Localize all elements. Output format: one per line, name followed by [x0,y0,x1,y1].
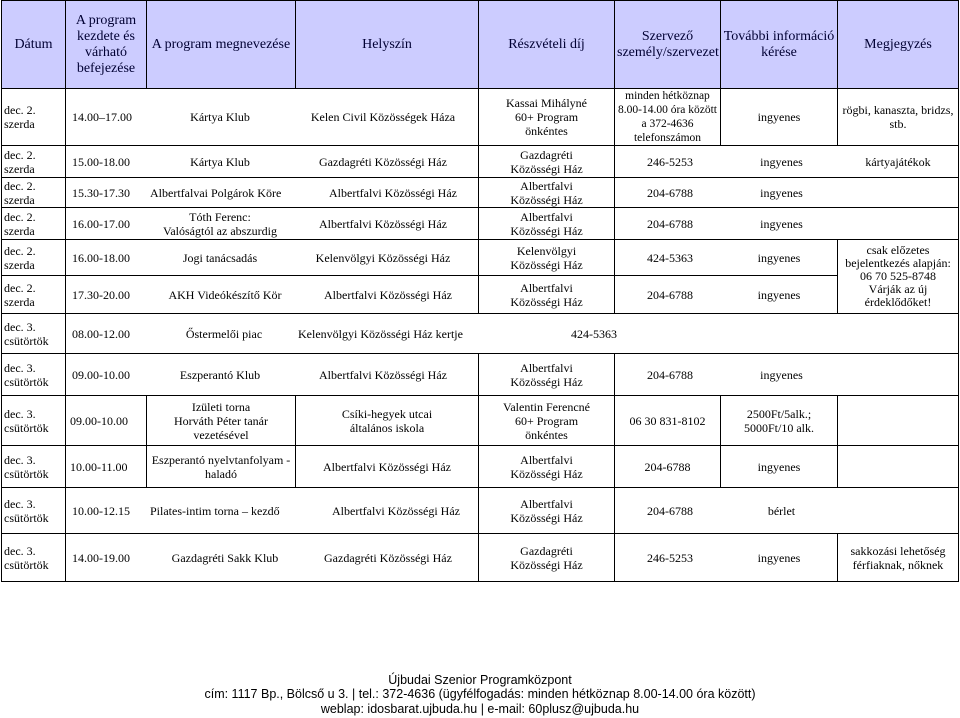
weekday-text: csütörtök [4,333,49,348]
fee-line: Közösségi Ház [510,557,583,572]
date-cell [2,276,66,314]
fee-line: Közösségi Ház [510,192,583,207]
contact-cell [615,534,838,582]
name-line: Valóságtól az abszurdig [163,223,277,238]
notes-cell [838,240,959,314]
phone-text: 204-6788 [647,185,693,200]
time-text: 09.00-10.00 [72,367,130,382]
program-cell [66,354,479,396]
header-date: Dátum [2,1,66,89]
fee-cell [479,354,615,396]
date-text: dec. 2. [4,280,36,295]
weekday-text: szerda [4,192,35,207]
fee-line: Közösségi Ház [510,466,583,481]
program-name-text: Gazdagréti Sakk Klub [171,550,279,565]
org-line: minden hétköznap [625,90,710,102]
fee-cell [479,446,615,488]
time-text: 17.30-20.00 [72,287,130,302]
info-text: ingyenes [760,216,803,231]
program-cell [66,534,479,582]
header-organizer: Szervező személy/szervezet [615,1,721,89]
notes-cell [838,446,959,488]
organizer-cell: 06 30 831-8102 [615,396,721,446]
time-text: 16.00-18.00 [72,250,130,265]
date-text: dec. 2. [4,209,36,224]
name-line: vezetésével [193,427,249,442]
date-cell [2,89,66,146]
date-text: dec. 3. [4,406,36,421]
weekday-text: szerda [4,117,35,131]
fee-line: Közösségi Ház [510,374,583,389]
location-line: Csíki-hegyek utcai [341,406,433,421]
fee-line: Közösségi Ház [510,223,583,238]
fee-line: Kelenvölgyi [516,243,577,258]
table-row [2,276,959,314]
date-text: dec. 2. [4,178,36,193]
org-line: a 372-4636 [641,118,694,130]
note-line: csak előzetes [866,243,930,257]
org-line: 8.00-14.00 óra között [617,104,717,116]
weekday-text: csütörtök [4,510,49,525]
fee-cell [479,488,615,534]
info-cell: ingyenes [721,89,838,146]
info-line: 5000Ft/10 alk. [743,420,814,435]
org-line: telefonszámon [633,132,702,144]
footer-org-name: Újbudai Szenior Programközpont [388,673,572,687]
time-text: 15.00-18.00 [72,154,130,169]
date-cell [2,488,66,534]
contact-cell [615,354,959,396]
organizer-cell: 204-6788 [615,446,721,488]
note-line: 06 70 525-8748 [860,269,936,283]
phone-text: 424-5363 [571,326,617,341]
note-line: férfiaknak, nőknek [852,557,944,572]
location-text: Kelenvölgyi Közösségi Ház kertje [298,326,463,341]
date-cell [2,314,66,354]
date-text: dec. 2. [4,243,36,258]
table-row [2,240,959,276]
info-text: ingyenes [757,550,801,565]
table-row [2,534,959,582]
fee-line: Kassai Mihályné [506,96,587,110]
location-text: Gazdagréti Közösségi Ház [319,154,447,169]
program-name-cell [147,396,296,446]
fee-cell [479,276,615,314]
header-program-name: A program megnevezése [147,1,296,89]
location-cell: Albertfalvi Közösségi Ház [296,446,479,488]
date-text: dec. 2. [4,103,36,117]
notes-cell [838,89,959,146]
fee-line: Albertfalvi [520,496,573,511]
location-line: általános iskola [349,420,425,435]
program-name-text: Jogi tanácsadás [182,250,258,265]
fee-line: Közösségi Ház [510,510,583,525]
note-line: sakkozási lehetőség [850,543,946,558]
date-cell [2,354,66,396]
table-row [2,146,959,178]
note-line: Várják az új [868,282,928,296]
program-name-text: Pilates-intim torna – kezdő [150,503,280,518]
program-cell [66,208,479,240]
fee-line: Valentin Ferencné [503,399,590,414]
time-text: 16.00-17.00 [72,216,130,231]
header-row [2,1,959,89]
name-line: Izületi torna [191,399,251,414]
program-name-text: Kártya Klub [190,154,250,169]
name-line: Tóth Ferenc: [189,209,251,224]
location-text: Gazdagréti Közösségi Ház [324,550,452,565]
location-text: Albertfalvi Közösségi Ház [324,287,452,302]
fee-line: Albertfalvi [520,178,573,193]
date-cell [2,240,66,276]
program-name-text [150,210,290,238]
date-cell [2,446,66,488]
location-text: Kelen Civil Közösségek Háza [310,110,456,124]
time-text: 09.00-10.00 [70,413,128,428]
program-cell [66,276,479,314]
notes-cell [838,396,959,446]
program-cell [66,146,479,178]
info-line: 2500Ft/5alk.; [746,406,812,421]
info-text: bérlet [767,503,796,518]
name-line: Eszperantó nyelvtanfolyam - [151,452,291,467]
note-line: érdeklődőket! [864,295,932,309]
program-name-text: AKH Videókészítő Kör [168,287,282,302]
weekday-text: szerda [4,161,35,176]
header-fee: Részvételi díj [479,1,615,89]
date-text: dec. 3. [4,360,36,375]
date-cell [2,396,66,446]
footer-address: cím: 1117 Bp., Bölcső u 3. | tel.: 372-4636 (ügyfélfogadás: minden hétköznap 8.00-14.00 óra között) [204,687,756,701]
fee-cell [479,178,615,208]
fee-line: Albertfalvi [520,209,573,224]
phone-text: 204-6788 [647,287,693,302]
table-row [2,89,959,146]
name-line: haladó [205,466,237,481]
info-text: ingyenes [760,367,803,382]
organizer-cell [615,89,721,146]
note-line: rögbi, kanaszta, bridzs, [842,103,954,117]
phone-text: 204-6788 [647,216,693,231]
fee-line: 60+ Program [514,110,579,124]
note-line: stb. [889,117,907,131]
contact-cell [615,178,959,208]
phone-text: 424-5363 [647,250,693,265]
time-text: 14.00-19.00 [72,550,130,565]
fee-line: Közösségi Ház [510,161,583,176]
time-text: 14.00–17.00 [72,110,132,124]
phone-text: 204-6788 [647,503,693,518]
date-text: dec. 3. [4,496,36,511]
fee-line: Gazdagréti [520,147,573,162]
program-cell [66,178,479,208]
weekday-text: csütörtök [4,557,49,572]
fee-line: önkéntes [525,124,568,138]
info-cell [721,396,838,446]
contact-cell [615,488,959,534]
info-text: ingyenes [760,154,803,169]
info-cell: ingyenes [721,446,838,488]
time-text: 15.30-17.30 [72,185,130,200]
phone-text: 246-5253 [647,550,693,565]
fee-line: önkéntes [525,427,568,442]
fee-line: Albertfalvi [520,360,573,375]
table-row [2,446,959,488]
program-name-text: Kártya Klub [190,110,250,124]
date-text: dec. 3. [4,543,36,558]
header-location: Helyszín [296,1,479,89]
table-row [2,354,959,396]
contact-cell [615,240,838,276]
location-text: Albertfalvi Közösségi Ház [329,185,457,200]
date-cell [2,146,66,178]
weekday-text: csütörtök [4,374,49,389]
fee-cell [479,146,615,178]
phone-text: 204-6788 [647,367,693,382]
note-line: bejelentkezés alapján: [845,256,951,270]
fee-line: Közösségi Ház [510,257,583,272]
location-cell [296,396,479,446]
table-row [2,488,959,534]
table-row [2,208,959,240]
table-row [2,396,959,446]
fee-line: Albertfalvi [520,280,573,295]
date-cell [2,534,66,582]
table-row [2,314,959,354]
header-notes: Megjegyzés [838,1,959,89]
program-name-text: Őstermelői piac [185,326,263,341]
time-cell [66,446,147,488]
fee-cell [479,89,615,146]
time-text: 08.00-12.00 [72,326,130,341]
fee-line: Gazdagréti [520,543,573,558]
weekday-text: csütörtök [4,466,49,481]
program-name-cell [147,446,296,488]
info-text: ingyenes [760,185,803,200]
footer-web-email: weblap: idosbarat.ujbuda.hu | e-mail: 60plusz@ujbuda.hu [320,702,640,716]
phone-text: 246-5253 [647,154,693,169]
weekday-text: szerda [4,223,35,238]
date-text: dec. 3. [4,452,36,467]
program-cell [66,314,959,354]
program-cell [66,89,479,146]
notes-cell [838,534,959,582]
fee-line: 60+ Program [514,413,579,428]
info-text: ingyenes [757,287,801,302]
location-text: Albertfalvi Közösségi Ház [319,367,447,382]
program-cell [66,240,479,276]
name-line: Horváth Péter tanár [174,413,268,428]
date-cell [2,208,66,240]
time-text: 10.00-12.15 [72,503,130,518]
time-text: 10.00-11.00 [70,459,128,474]
date-text: dec. 2. [4,147,36,162]
program-table [1,0,959,582]
program-name-text: Albertfalvai Polgárok Köre [150,185,282,200]
table-row [2,178,959,208]
weekday-text: szerda [4,257,35,272]
weekday-text: csütörtök [4,420,49,435]
program-cell [66,488,479,534]
time-cell [66,396,147,446]
fee-cell [479,208,615,240]
contact-cell [615,276,838,314]
header-more-info: További információ kérése [721,1,838,89]
date-cell [2,178,66,208]
location-text: Albertfalvi Közösségi Ház [319,216,447,231]
date-text: dec. 3. [4,319,36,334]
contact-cell [615,146,959,178]
info-text: ingyenes [757,250,801,265]
note-text: kártyajátékok [865,154,931,169]
contact-cell [615,208,959,240]
fee-cell [479,396,615,446]
fee-cell [479,534,615,582]
fee-line: Albertfalvi [520,452,573,467]
program-name-text: Eszperantó Klub [179,367,261,382]
location-text: Kelenvölgyi Közösségi Ház [315,250,451,265]
weekday-text: szerda [4,294,35,309]
fee-cell [479,240,615,276]
location-text: Albertfalvi Közösségi Ház [332,503,460,518]
fee-line: Közösségi Ház [510,294,583,309]
header-start-end: A program kezdete és várható befejezése [66,1,147,89]
